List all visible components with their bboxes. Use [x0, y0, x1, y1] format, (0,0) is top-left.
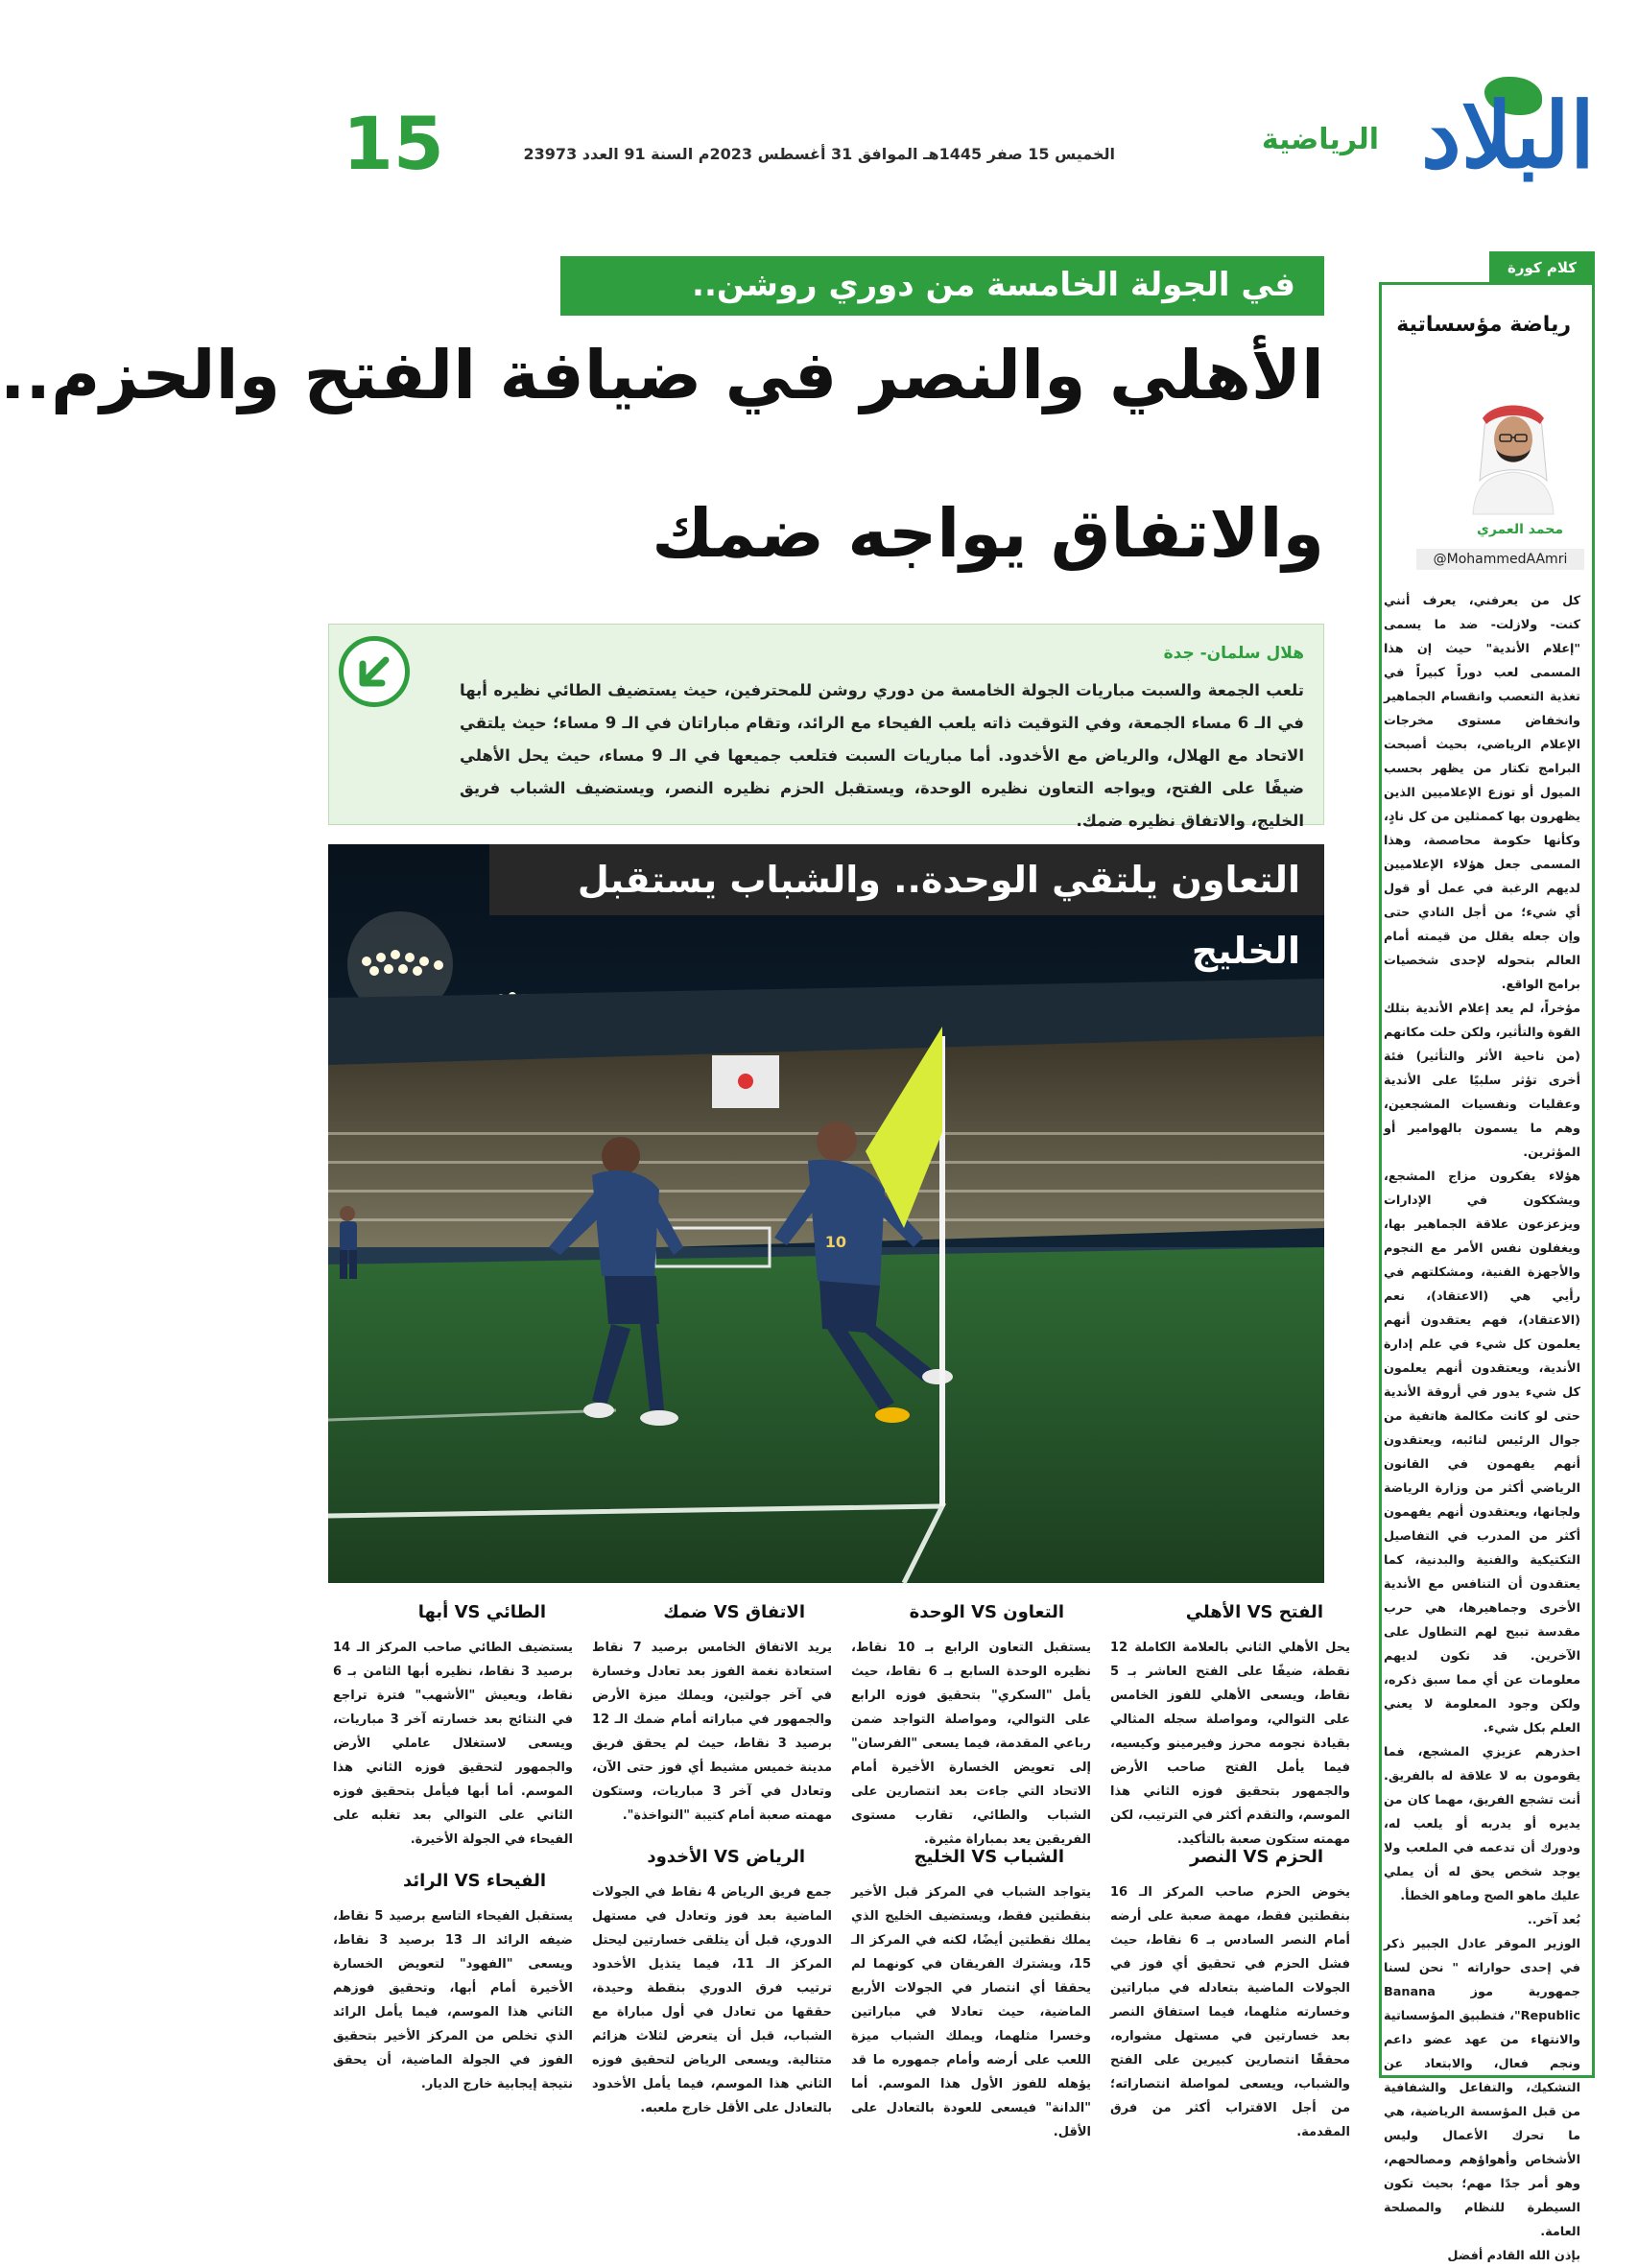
newspaper-logo: البلاد — [1420, 83, 1595, 189]
match-preview — [592, 1602, 832, 1828]
photo-caption: التعاون يلتقي الوحدة.. والشباب يستقبل الخليج — [489, 844, 1324, 915]
column-signoff: بإذن الله القادم أفضل — [1447, 2249, 1580, 2263]
match-text: يستقبل الفيحاء التاسع برصيد 5 نقاط، ضيفه الرائد الـ 13 برصيد 3 نقاط، ويسعى "الفهود" لتعويض الخسارة الأخيرة أمام أبها، وتحقيق فوزهم الثاني هذا الموسم، فيما يأمل الرائد الذي تخلص من المركز الأخير بتحقيق الفوز في الجولة الماضية، أن يحقق نتيجة إيجابية خارج الديار. — [333, 1909, 573, 2091]
main-headline-line1: الأهلي والنصر في ضيافة الفتح والحزم.. — [0, 336, 1324, 414]
match-title: الشباب VS الخليج — [914, 1847, 1064, 1867]
section-name: الرياضية — [1261, 123, 1379, 156]
column-paragraph: احذرهم عزيزي المشجع، فما يقومون به لا علاقة له بالفريق. أنت تشجع الفريق، مهما كان من يديره أو يدربه أو يلعب له، ودورك أن تدعمه في الملعب ولا يوجد شخص يحق له أن يملي عليك ماهو الصح وماهو الخطأ. — [1384, 1745, 1580, 1903]
match-preview — [1110, 1847, 1350, 2144]
match-preview — [851, 1847, 1091, 2144]
page-number: 15 — [343, 101, 444, 186]
column-paragraph: مؤخراً، لم يعد إعلام الأندية بتلك القوة والتأثير، ولكن حلت مكانهم (من ناحية الأثر والتأثير) فئة أخرى تؤثر سلبيًا على الأندية وعقليات ونفسيات المشجعين، وهم ما يسمون بالهوامير أو المؤثرين. — [1384, 1002, 1580, 1160]
column-body — [1384, 589, 1580, 2268]
match-title: التعاون VS الوحدة — [909, 1602, 1064, 1622]
main-headline-line2: والاتفاق يواجه ضمك — [652, 494, 1324, 573]
match-text: يتواجد الشباب في المركز قبل الأخير بنقطتين فقط، ويستضيف الخليج الذي يملك نقطتين أيضًا، لكنه في المركز الـ 15، ويشترك الفريقان في كونهما لم يحققا أي انتصار في الجولات الأربع الماضية، حيث تعادلا في مباراتين وخسرا مثلهما، ويملك الشباب ميزة اللعب على أرضه وأمام جمهوره ما قد يؤهله للفوز الأول هذا الموسم. أما "الدانة" فيسعى للعودة بالتعادل على الأقل. — [851, 1885, 1091, 2139]
match-title: الاتفاق VS ضمك — [663, 1602, 805, 1622]
match-text: يخوض الحزم صاحب المركز الـ 16 بنقطتين فقط، مهمة صعبة على أرضه أمام النصر السادس بـ 6 نقاط، حيث فشل الحزم في تحقيق أي فوز في الجولات الماضية بتعادله في مباراتين وخسارته مثلهما، فيما استفاق النصر بعد خسارتين في مستهل مشواره، محققًا انتصارين كبيرين على الفتح والشباب، ويسعى لمواصلة انتصاراته؛ من أجل الاقتراب أكثر من فرق المقدمة. — [1110, 1885, 1350, 2139]
intro-text: تلعب الجمعة والسبت مباريات الجولة الخامسة من دوري روشن للمحترفين، حيث يستضيف الطائي نظيره أبها في الـ 6 مساء الجمعة، وفي التوقيت ذاته يلعب الفيحاء مع الرائد، وتقام مباراتان في الـ 9 مساء؛ حيث يلتقي الاتحاد مع الهلال، والرياض مع الأخدود. أما مباريات السبت فتلعب جميعها في الـ 9 مساء، حيث يحل الأهلي ضيفًا على الفتح، ويواجه التعاون نظيره الوحدة، ويستقبل الحزم نظيره النصر، ويستضيف الشباب فريق الخليج، والاتفاق نظيره ضمك. — [460, 681, 1304, 830]
match-preview — [1110, 1602, 1350, 1852]
column-author: محمد العمري — [1477, 522, 1563, 537]
author-handle: @MohammedAAmri — [1416, 549, 1584, 570]
column-tag: كلام كورة — [1489, 251, 1595, 284]
headline-kicker: في الجولة الخامسة من دوري روشن.. — [560, 256, 1324, 316]
intro-box — [328, 624, 1324, 830]
match-preview — [333, 1602, 573, 1852]
match-title: الفيحاء VS الرائد — [402, 1871, 546, 1891]
match-text: يستضيف الطائي صاحب المركز الـ 14 برصيد 3 نقاط، نظيره أبها الثامن بـ 6 نقاط، ويعيش "الأشهب" فترة تراجع في النتائج بعد خسارته آخر 3 مباريات، ويسعى لاستغلال عاملي الأرض والجمهور لتحقيق فوزه الثاني هذا الموسم. أما أبها فيأمل بتحقيق فوزه الثاني على التوالي بعد تغلبه على الفيحاء في الجولة الأخيرة. — [333, 1641, 574, 1847]
byline: هلال سلمان- جدة — [1163, 644, 1304, 663]
match-text: يريد الاتفاق الخامس برصيد 7 نقاط استعادة نغمة الفوز بعد تعادل وخسارة في آخر جولتين، ويملك ميزة الأرض والجمهور في مباراته أمام ضمك الـ 12 برصيد 3 نقاط، حيث لم يحقق فريق مدينة خميس مشيط أي فوز حتى الآن، وتعادل في آخر 3 مباريات، وستكون مهمته صعبة أمام كتيبة "النواخذة". — [592, 1641, 832, 1823]
match-text: يستقبل التعاون الرابع بـ 10 نقاط، نظيره الوحدة السابع بـ 6 نقاط، حيث يأمل "السكري" بتحقيق فوزه الرابع على التوالي، ومواصلة التواجد ضمن رباعي المقدمة، فيما يسعى "الفرسان" إلى تعويض الخسارة الأخيرة أمام الاتحاد التي جاءت بعد انتصارين على الشباب والطائي، تقارب مستوى الفريقين يعد بمباراة مثيرة. — [851, 1641, 1091, 1847]
stadium-scene — [328, 844, 1324, 1583]
match-photo — [328, 844, 1324, 1583]
match-preview — [592, 1847, 832, 2120]
match-preview — [333, 1871, 573, 2096]
column-paragraph: هؤلاء يفكرون مزاج المشجع، ويشككون في الإدارات ويزعزعون علاقة الجماهير بها، ويغفلون نفس الأمر مع النجوم والأجهزة الفنية، ومشكلتهم في رأيي هي (الاعتقاد)، نعم (الاعتقاد)، فهم يعتقدون أنهم يعلمون كل شيء في علم إدارة الأندية، ويعتقدون أنهم يعلمون كل شيء يدور في أروقة الأندية حتى لو كانت مكالمة هاتفية من جوال الرئيس لنائبه، ويعتقدون أنهم يفهمون في القانون الرياضي أكثر من وزارة الرياضة ولجانها، ويعتقدون أنهم يفهمون أكثر من المدرب في التفاصيل التكتيكية والفنية والبدنية، كما يعتقدون أن التنافس مع الأندية الأخرى وجماهيرها، هي حرب مقدسة تبيح لهم التطاول على الآخرين. قد تكون لديهم معلومات عن أي مما سبق ذكره، ولكن وجود المعلومة لا يعني العلم بكل شيء. — [1384, 1169, 1580, 1736]
match-title: الحزم VS النصر — [1190, 1847, 1323, 1867]
match-preview — [851, 1602, 1091, 1852]
author-photo — [1456, 390, 1571, 514]
column-title: رياضة مؤسساتية — [1396, 313, 1571, 337]
match-text: جمع فريق الرياض 4 نقاط في الجولات الماضية بعد فوز وتعادل في مستهل الدوري، قبل أن يتلقى خسارتين ليحتل المركز الـ 11، فيما يتذيل الأخدود ترتيب فرق الدوري بنقطة وحيدة، حققها من تعادل في أول مباراة مع الشباب، قبل أن يتعرض لثلاث هزائم متتالية. ويسعى الرياض لتحقيق فوزه الثاني هذا الموسم، فيما يأمل الأخدود بالتعادل على الأقل خارج ملعبه. — [592, 1885, 832, 2115]
opinion-column — [1379, 284, 1595, 2263]
column-paragraph: بُعد آخر.. — [1527, 1913, 1580, 1927]
match-title: الرياض VS الأخدود — [647, 1847, 805, 1867]
jersey-number: 10 — [824, 1233, 846, 1251]
column-paragraph: الوزير الموقر عادل الجبير ذكر في إحدى حواراته " نحن لسنا جمهورية موز Banana Republic"، فتطبيق المؤسساتية والانتهاء من عهد عضو داعم ونجم فعال، والابتعاد عن التشكيك، والتفاعل والشفافية من قبل المؤسسة الرياضية، هي ما تحرك الأعمال وليس الأشخاص وأهواؤهم ومصالحهم، وهو أمر جدًا مهم؛ بحيث تكون السيطرة للنظام والمصلحة العامة. — [1384, 1937, 1580, 2239]
match-title: الفتح VS الأهلي — [1185, 1602, 1323, 1622]
column-paragraph: كل من يعرفني، يعرف أنني كنت- ولازلت- ضد ما يسمى "إعلام الأندية" حيث إن هذا المسمى لعب دوراً كبيراً في تغذية التعصب وانقسام الجماهير وانخفاض مستوى مخرجات الإعلام الرياضي، بحيث أصبحت البرامج تكتار من يظهر بحسب الميول أو توزع الإعلاميين الذين يظهرون بها كممثلين من كل نادٍ، وكأنها حكومة محاصصة، وهذا المسمى جعل هؤلاء الإعلاميين لديهم الرغبة في عمل أو قول أي شيء؛ من أجل النادي حتى وإن جعله يقلل من قيمته أمام العالم بتحوله لإحدى شخصيات برامج الواقع. — [1384, 594, 1580, 992]
match-title: الطائي VS أبها — [417, 1602, 546, 1622]
match-text: يحل الأهلي الثاني بالعلامة الكاملة 12 نقطة، ضيفًا على الفتح العاشر بـ 5 نقاط، ويسعى الأهلي للفوز الخامس على التوالي، ومواصلة سجله المثالي بقيادة نجومه محرز وفيرمينو وكيسيه، فيما يأمل الفتح صاحب الأرض والجمهور بتحقيق فوزه الثاني هذا الموسم، والتقدم أكثر في الترتيب، لكن مهمته ستكون صعبة بالتأكيد. — [1110, 1641, 1350, 1847]
arrow-down-left-icon — [339, 636, 410, 707]
dateline: الخميس 15 صفر 1445هـ الموافق 31 أغسطس 2023م السنة 91 العدد 23973 — [523, 145, 1115, 163]
masthead — [275, 0, 1638, 240]
